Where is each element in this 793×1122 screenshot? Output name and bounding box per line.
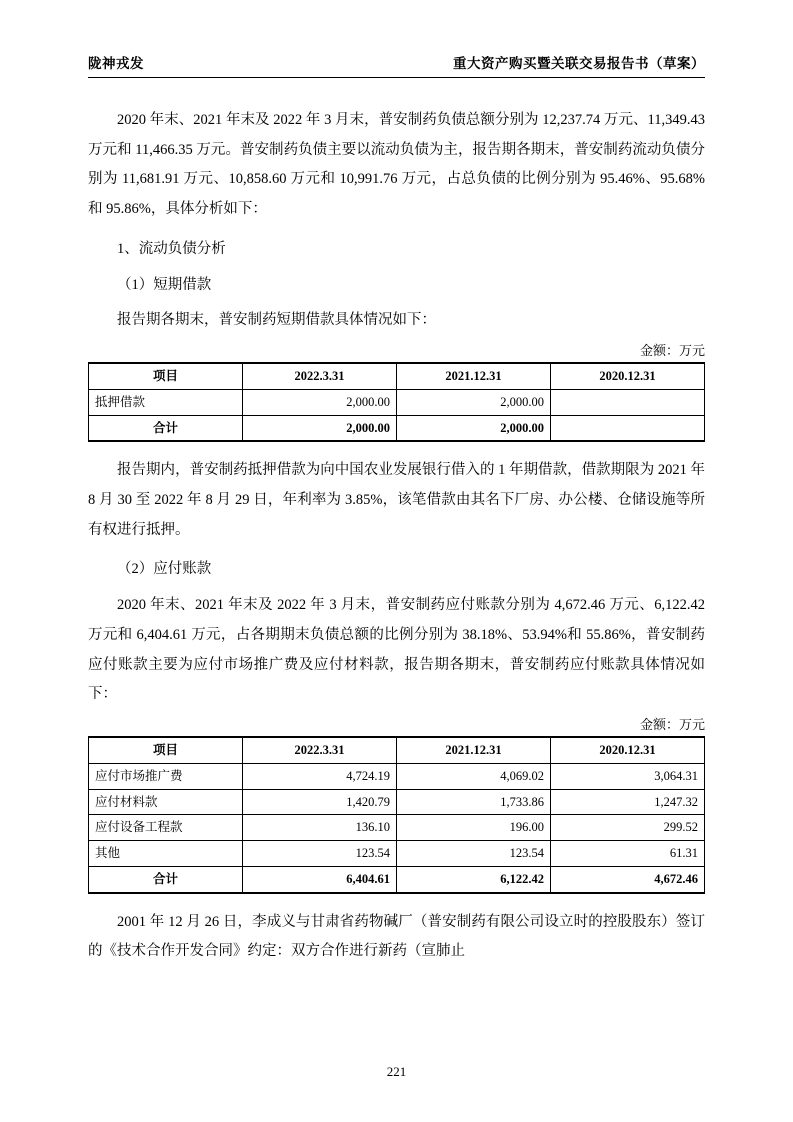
table2-row4-value0: 6,404.61 bbox=[243, 866, 397, 892]
table-short-term-borrowings bbox=[88, 362, 705, 442]
table-row bbox=[89, 815, 705, 841]
table1-row0-value0: 2,000.00 bbox=[243, 389, 397, 415]
table-accounts-payable bbox=[88, 736, 705, 894]
amount-unit-note-1: 金额：万元 bbox=[639, 343, 705, 359]
table1-header-2020: 2020.12.31 bbox=[551, 363, 705, 389]
page-header bbox=[88, 52, 705, 78]
table-row bbox=[89, 866, 705, 892]
table1-header-2021: 2021.12.31 bbox=[397, 363, 551, 389]
table1-row0-value2 bbox=[551, 389, 705, 415]
table-row bbox=[89, 841, 705, 867]
table1-row1-value2 bbox=[551, 415, 705, 441]
table2-row0-label: 应付市场推广费 bbox=[89, 763, 243, 789]
page-number: 221 bbox=[386, 1064, 407, 1079]
table2-row2-value1: 196.00 bbox=[397, 815, 551, 841]
table2-row2-value0: 136.10 bbox=[243, 815, 397, 841]
table2-row0-value1: 4,069.02 bbox=[397, 763, 551, 789]
table-row bbox=[89, 789, 705, 815]
table2-header-item: 项目 bbox=[89, 737, 243, 763]
paragraph-liabilities-overview: 2020 年末、2021 年末及 2022 年 3 月末，普安制药负债总额分别为 12,237.74 万元、11,349.43 万元和 11,466.35 万元。普安制药负债主要以流动负债为主，报告期各期末，普安制药流动负债分别为 11,681.91 万元、10,858.60 万元和 10,991.76 万元，占总负债的比例分别为 95.46%、95.68%和 95.86%，具体分析如下： bbox=[88, 112, 705, 218]
heading-short-term-borrowings: （1）短期借款 bbox=[117, 276, 212, 293]
table2-header-2021: 2021.12.31 bbox=[397, 737, 551, 763]
page-footer bbox=[0, 1064, 793, 1080]
table-row bbox=[89, 763, 705, 789]
table1-row0-value1: 2,000.00 bbox=[397, 389, 551, 415]
table2-header-2022: 2022.3.31 bbox=[243, 737, 397, 763]
table-header-row bbox=[89, 737, 705, 763]
heading-current-liabilities-analysis: 1、流动负债分析 bbox=[117, 240, 226, 257]
table2-row3-value0: 123.54 bbox=[243, 841, 397, 867]
table1-header-item: 项目 bbox=[89, 363, 243, 389]
table2-header-2020: 2020.12.31 bbox=[551, 737, 705, 763]
paragraph-technology-cooperation-contract: 2001 年 12 月 26 日，李成义与甘肃省药物碱厂（普安制药有限公司设立时的控股股东）签订的《技术合作开发合同》约定：双方合作进行新药（宣肺止 bbox=[88, 913, 705, 960]
table2-row2-label: 应付设备工程款 bbox=[89, 815, 243, 841]
table-header-row bbox=[89, 363, 705, 389]
table-row bbox=[89, 389, 705, 415]
header-company-name: 陇神戎发 bbox=[88, 56, 144, 71]
table1-row0-label: 抵押借款 bbox=[89, 389, 243, 415]
table2-row3-value2: 61.31 bbox=[551, 841, 705, 867]
table2-row0-value2: 3,064.31 bbox=[551, 763, 705, 789]
table2-row3-value1: 123.54 bbox=[397, 841, 551, 867]
table2-row4-value1: 6,122.42 bbox=[397, 866, 551, 892]
table1-row1-value0: 2,000.00 bbox=[243, 415, 397, 441]
table-row bbox=[89, 415, 705, 441]
header-document-title: 重大资产购买暨关联交易报告书（草案） bbox=[453, 56, 705, 71]
paragraph-short-term-borrowings-intro: 报告期各期末，普安制药短期借款具体情况如下： bbox=[117, 312, 436, 329]
table2-row1-value0: 1,420.79 bbox=[243, 789, 397, 815]
table2-row3-label: 其他 bbox=[89, 841, 243, 867]
table1-row1-label: 合计 bbox=[89, 415, 243, 441]
table2-row1-value1: 1,733.86 bbox=[397, 789, 551, 815]
table2-row4-value2: 4,672.46 bbox=[551, 866, 705, 892]
table2-row1-label: 应付材料款 bbox=[89, 789, 243, 815]
table2-row1-value2: 1,247.32 bbox=[551, 789, 705, 815]
table2-row0-value0: 4,724.19 bbox=[243, 763, 397, 789]
heading-accounts-payable: （2）应付账款 bbox=[117, 561, 212, 578]
table1-header-2022: 2022.3.31 bbox=[243, 363, 397, 389]
paragraph-accounts-payable-overview: 2020 年末、2021 年末及 2022 年 3 月末，普安制药应付账款分别为 4,672.46 万元、6,122.42 万元和 6,404.61 万元，占各期期末负债总额的比例分别为 38.18%、53.94%和 55.86%，普安制药应付账款主要为应付市场推广费及应付材料款，报告期各期末，普安制药应付账款具体情况如下： bbox=[88, 597, 705, 703]
table1-row1-value1: 2,000.00 bbox=[397, 415, 551, 441]
table2-row4-label: 合计 bbox=[89, 866, 243, 892]
paragraph-borrowing-details: 报告期内，普安制药抵押借款为向中国农业发展银行借入的 1 年期借款，借款期限为 2021 年 8 月 30 至 2022 年 8 月 29 日，年利率为 3.85%，该笔借款由其名下厂房、办公楼、仓储设施等所有权进行抵押。 bbox=[88, 462, 705, 538]
amount-unit-note-2: 金额：万元 bbox=[639, 717, 705, 733]
table2-row2-value2: 299.52 bbox=[551, 815, 705, 841]
